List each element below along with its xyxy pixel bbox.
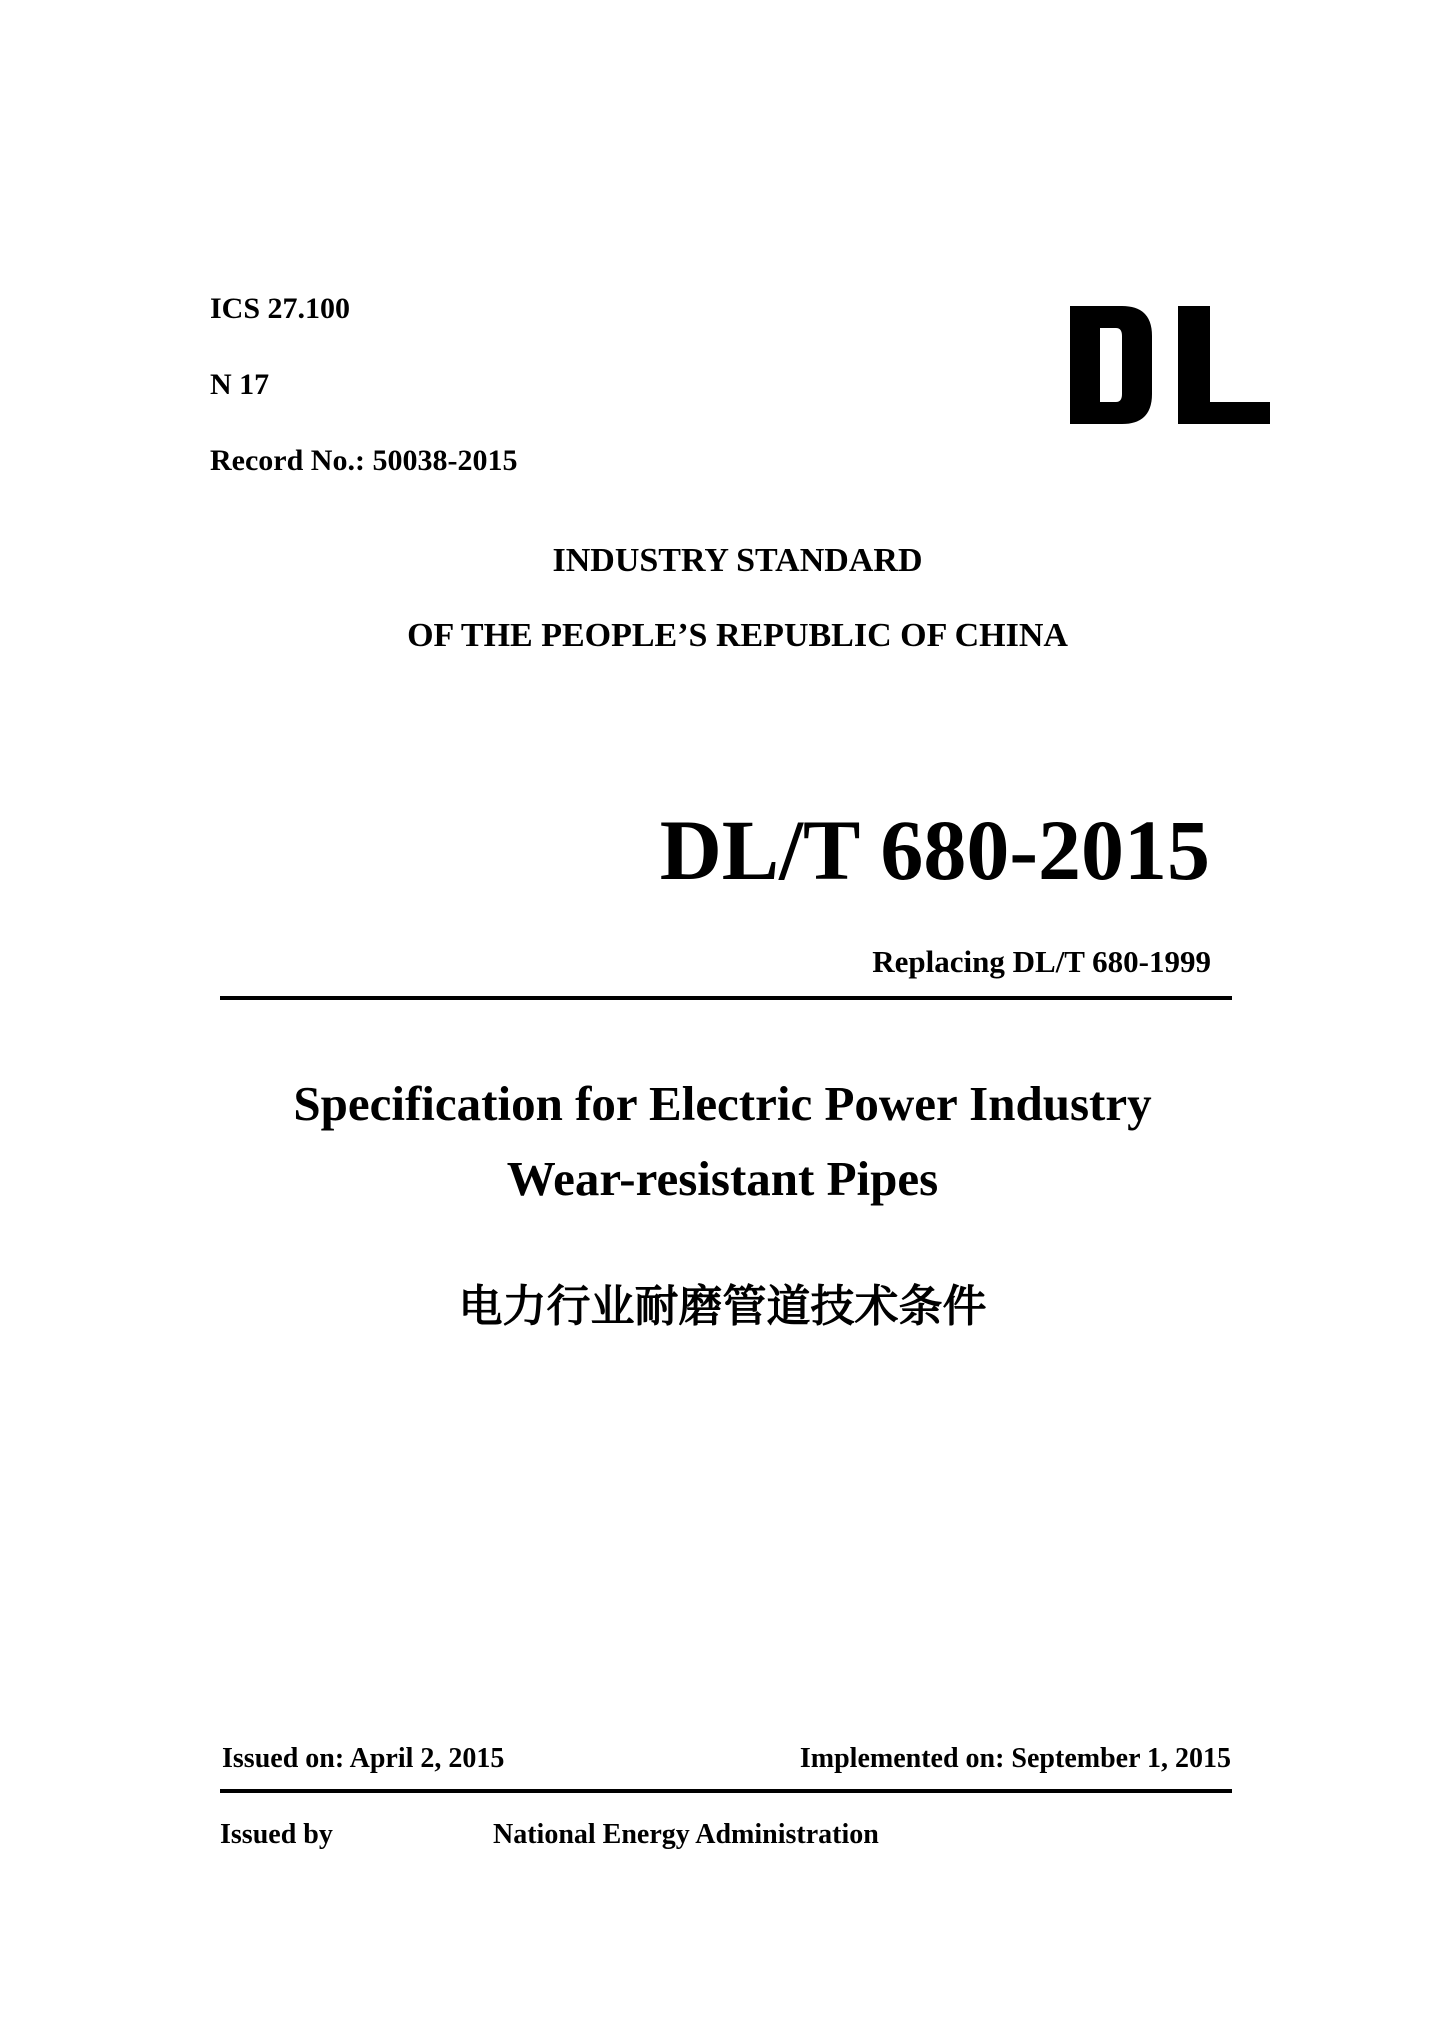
implemented-on-date: Implemented on: September 1, 2015 xyxy=(799,1743,1231,1774)
bottom-divider xyxy=(220,1789,1232,1793)
classification-code: N 17 xyxy=(210,368,270,401)
title-en-line-2: Wear-resistant Pipes xyxy=(506,1151,939,1206)
issued-by-label: Issued by xyxy=(220,1819,333,1850)
title-en-line-1: Specification for Electric Power Industry xyxy=(293,1076,1152,1131)
title-cn: 电力行业耐磨管道技术条件 xyxy=(458,1281,987,1332)
dl-logo xyxy=(1070,306,1270,424)
ics-code: ICS 27.100 xyxy=(210,292,351,325)
header-line-2: OF THE PEOPLE’S REPUBLIC OF CHINA xyxy=(407,617,1068,654)
standard-number: DL/T 680-2015 xyxy=(659,802,1210,898)
replacing-note: Replacing DL/T 680-1999 xyxy=(872,944,1211,979)
top-divider xyxy=(220,996,1232,1000)
record-number: Record No.: 50038-2015 xyxy=(210,444,518,477)
issued-by-value: National Energy Administration xyxy=(493,1819,879,1850)
issued-on-date: Issued on: April 2, 2015 xyxy=(222,1743,505,1774)
header-line-1: INDUSTRY STANDARD xyxy=(552,542,923,579)
